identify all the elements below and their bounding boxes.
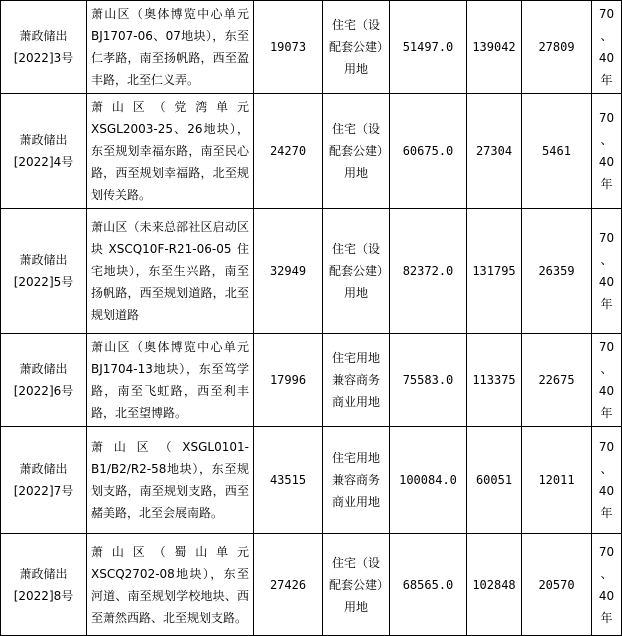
parcel-price: 27304: [467, 94, 522, 209]
parcel-use: 住宅（设配套公建）用地: [323, 534, 390, 636]
table-row: [1, 427, 622, 534]
parcel-term: 70 、 40 年: [592, 94, 622, 209]
parcel-location: 萧山区（奥体博览中心单元BJ1704-13地块），东至笃学路，南至飞虹路，西至利丰路，北至望博路。: [87, 334, 254, 427]
parcel-deposit: 27809: [522, 1, 592, 94]
parcel-use: 住宅（设配套公建）用地: [323, 209, 390, 334]
parcel-floor-area: 68565.0: [390, 534, 467, 636]
parcel-location: 萧山区（奥体博览中心单元BJ1707-06、07地块），东至仁孝路，南至扬帆路，西至盈丰路，北至仁义弄。: [87, 1, 254, 94]
parcel-price: 102848: [467, 534, 522, 636]
table-row: [1, 334, 622, 427]
parcel-location: 萧山区（蜀山单元XSCQ2702-08地块），东至河道、南至规划学校地块、西至萧然西路、北至规划支路。: [87, 534, 254, 636]
table-row: [1, 534, 622, 636]
parcel-use: 住宅（设配套公建）用地: [323, 1, 390, 94]
parcel-deposit: 20570: [522, 534, 592, 636]
parcel-area: 43515: [254, 427, 323, 534]
parcel-deposit: 5461: [522, 94, 592, 209]
parcel-area: 24270: [254, 94, 323, 209]
parcel-location: 萧山区（未来总部社区启动区块XSCQ10F-R21-06-05住宅地块），东至生兴路，南至扬帆路，西至规划道路，北至规划道路: [87, 209, 254, 334]
parcel-deposit: 12011: [522, 427, 592, 534]
parcel-floor-area: 60675.0: [390, 94, 467, 209]
parcel-use: 住宅用地兼容商务商业用地: [323, 334, 390, 427]
parcel-floor-area: 51497.0: [390, 1, 467, 94]
table-row: [1, 1, 622, 94]
parcel-term: 70 、 40 年: [592, 334, 622, 427]
parcel-code: 萧政储出[2022]3号: [1, 1, 87, 94]
table-row: [1, 209, 622, 334]
parcel-term: 70 、 40 年: [592, 1, 622, 94]
parcel-term: 70 、 40 年: [592, 534, 622, 636]
parcel-deposit: 22675: [522, 334, 592, 427]
parcel-location: 萧山区（党湾单元XSGL2003-25、26地块），东至规划幸福东路，南至民心路，西至规划幸福路，北至规划传关路。: [87, 94, 254, 209]
parcel-code: 萧政储出[2022]8号: [1, 534, 87, 636]
table-row: [1, 94, 622, 209]
parcel-price: 113375: [467, 334, 522, 427]
parcel-use: 住宅用地兼容商务商业用地: [323, 427, 390, 534]
parcel-area: 32949: [254, 209, 323, 334]
parcel-code: 萧政储出[2022]6号: [1, 334, 87, 427]
parcel-area: 19073: [254, 1, 323, 94]
parcel-location: 萧山区（XSGL0101-B1/B2/R2-58地块），东至规划支路，南至规划支路，西至赭美路，北至会展南路。: [87, 427, 254, 534]
parcel-deposit: 26359: [522, 209, 592, 334]
parcel-code: 萧政储出[2022]7号: [1, 427, 87, 534]
parcel-floor-area: 100084.0: [390, 427, 467, 534]
parcel-floor-area: 75583.0: [390, 334, 467, 427]
parcel-term: 70 、 40 年: [592, 209, 622, 334]
parcel-price: 139042: [467, 1, 522, 94]
parcel-price: 60051: [467, 427, 522, 534]
parcel-area: 27426: [254, 534, 323, 636]
parcel-area: 17996: [254, 334, 323, 427]
parcel-code: 萧政储出[2022]4号: [1, 94, 87, 209]
parcel-price: 131795: [467, 209, 522, 334]
parcel-use: 住宅（设配套公建）用地: [323, 94, 390, 209]
parcel-floor-area: 82372.0: [390, 209, 467, 334]
parcel-term: 70 、 40 年: [592, 427, 622, 534]
parcel-code: 萧政储出[2022]5号: [1, 209, 87, 334]
